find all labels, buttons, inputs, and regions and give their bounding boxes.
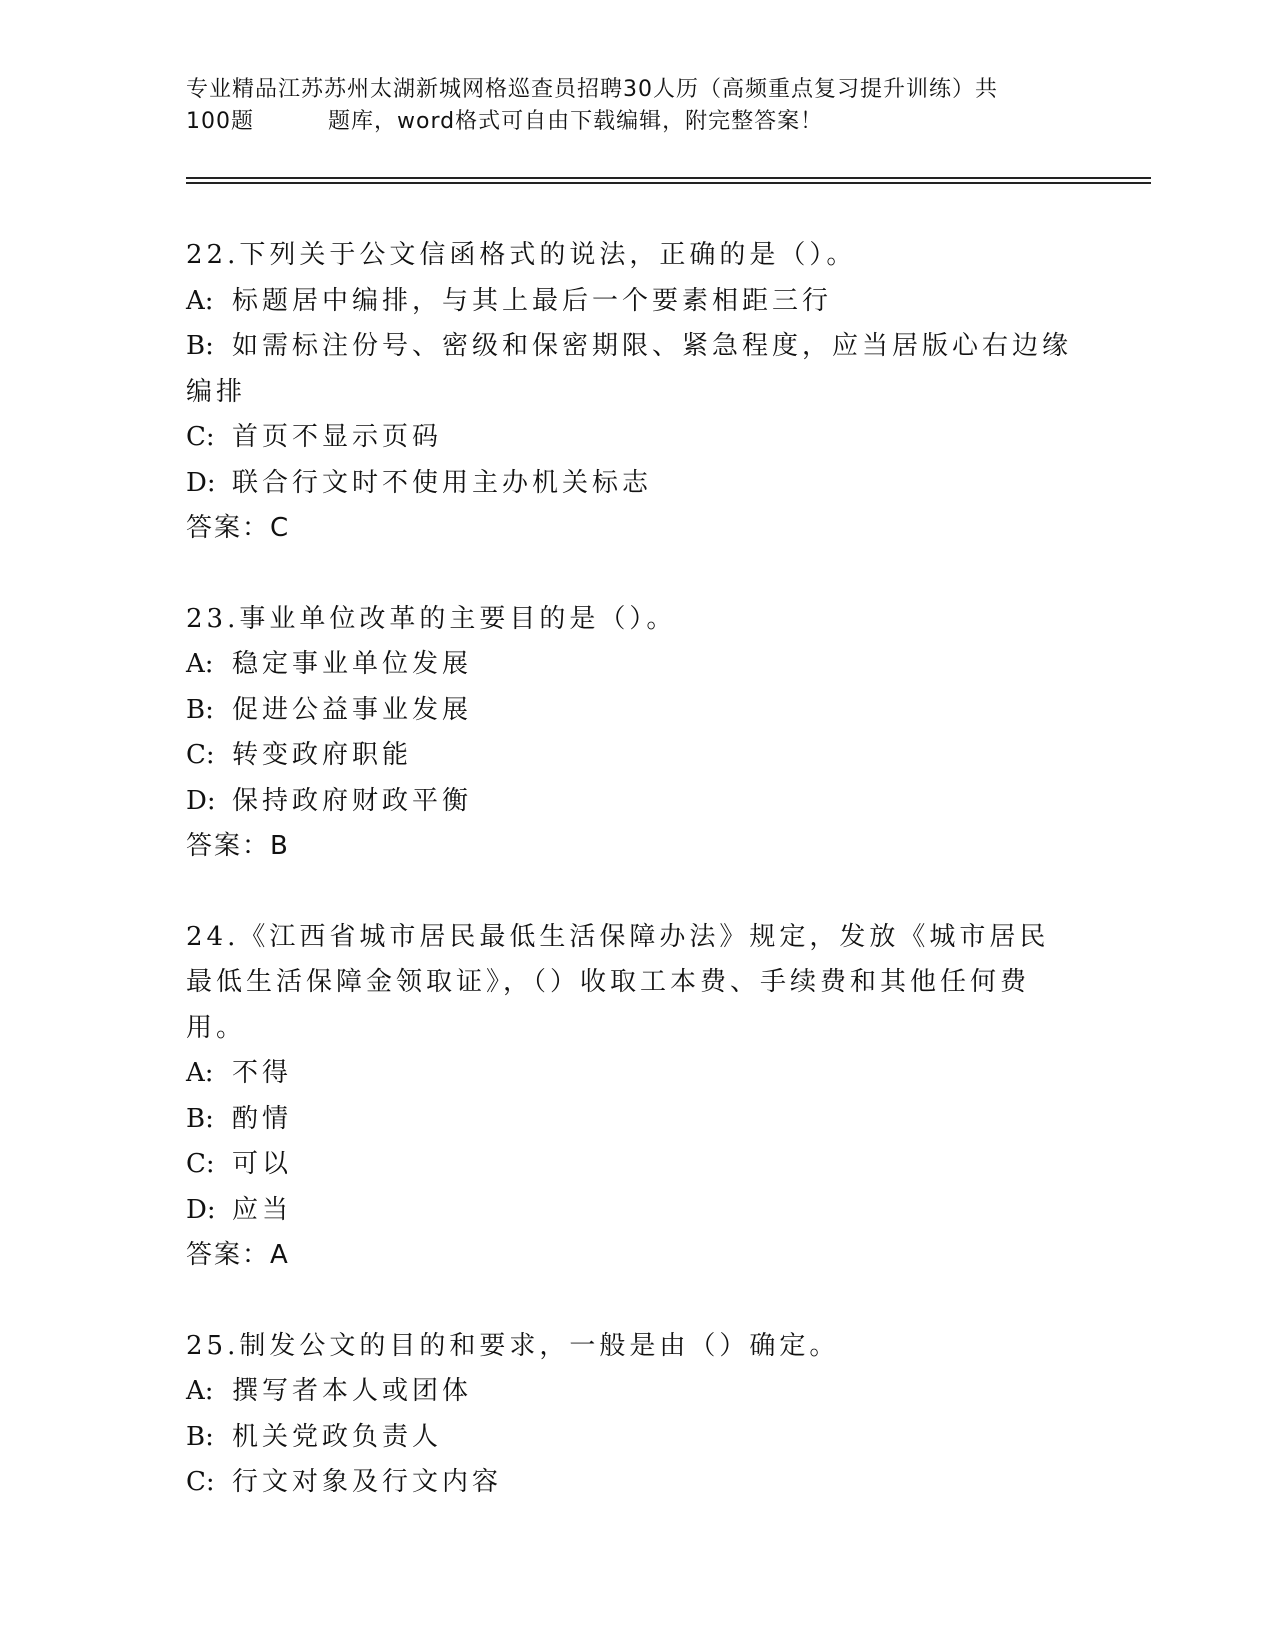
option-text: 酌情 [232,1103,293,1134]
option-letter: A: [186,649,214,679]
option-letter: B: [186,1103,214,1134]
option-d [186,461,1086,507]
option-b [186,688,1086,734]
option-letter: C: [186,1467,215,1497]
option-text: 行文对象及行文内容 [232,1467,503,1497]
option-text: 转变政府职能 [232,740,413,770]
option-c [186,733,1086,779]
option-b [186,1415,1086,1461]
option-b [186,324,1076,415]
answer-line: 答案：C [186,513,291,543]
option-letter: A: [186,1058,214,1088]
option-c [186,415,1086,461]
question-stem: 22.下列关于公文信函格式的说法，正确的是（）。 [186,240,857,270]
option-text: 不得 [232,1058,293,1088]
header-subtitle: 题库，word格式可自由下载编辑，附完整答案！ [328,109,824,134]
option-c [186,1142,1086,1188]
question-22 [186,233,1086,552]
option-letter: B: [186,1421,214,1452]
header-title-line-2 [186,106,1086,138]
option-letter: C: [186,1149,215,1179]
option-letter: B: [186,331,214,361]
option-letter: C: [186,422,215,452]
question-stem: 25.制发公文的目的和要求，一般是由（）确定。 [186,1330,840,1361]
question-list [186,233,1086,1551]
option-text: 如需标注份号、密级和保密期限、紧急程度，应当居版心右边缘编排 [186,331,1073,407]
question-stem: 23.事业单位改革的主要目的是（）。 [186,603,677,634]
option-a [186,642,1086,688]
question-23 [186,597,1086,870]
option-text: 保持政府财政平衡 [232,785,473,816]
option-letter: A: [186,285,214,316]
answer-line: 答案：B [186,831,290,861]
header-title-line-1: 专业精品江苏苏州太湖新城网格巡查员招聘30人历（高频重点复习提升训练）共 [186,77,998,102]
answer-line: 答案：A [186,1240,290,1270]
document-header [186,74,1086,138]
option-b [186,1097,1086,1143]
option-text: 稳定事业单位发展 [232,649,473,679]
header-divider-top [186,177,1151,179]
option-text: 撰写者本人或团体 [232,1376,473,1406]
question-24 [186,915,1086,1279]
option-text: 联合行文时不使用主办机关标志 [232,467,653,498]
option-d [186,1188,1086,1234]
option-letter: B: [186,694,214,725]
option-text: 首页不显示页码 [232,422,443,452]
option-letter: D: [186,1194,216,1225]
option-letter: D: [186,785,216,816]
option-letter: A: [186,1376,214,1406]
option-text: 可以 [232,1149,293,1179]
option-letter: D: [186,467,216,498]
option-letter: C: [186,740,215,770]
option-c [186,1460,1086,1506]
question-25 [186,1324,1086,1506]
option-text: 标题居中编排，与其上最后一个要素相距三行 [232,285,833,316]
header-question-count: 100题 [186,109,254,134]
question-stem: 24.《江西省城市居民最低生活保障办法》规定，发放《城市居民最低生活保障金领取证》，（）收取工本费、手续费和其他任何费用。 [186,921,1050,1043]
option-a [186,279,1086,325]
option-text: 应当 [232,1194,293,1225]
option-text: 促进公益事业发展 [232,694,473,725]
header-divider-bottom [186,182,1151,184]
option-a [186,1369,1086,1415]
option-text: 机关党政负责人 [232,1421,443,1452]
option-d [186,779,1086,825]
option-a [186,1051,1086,1097]
